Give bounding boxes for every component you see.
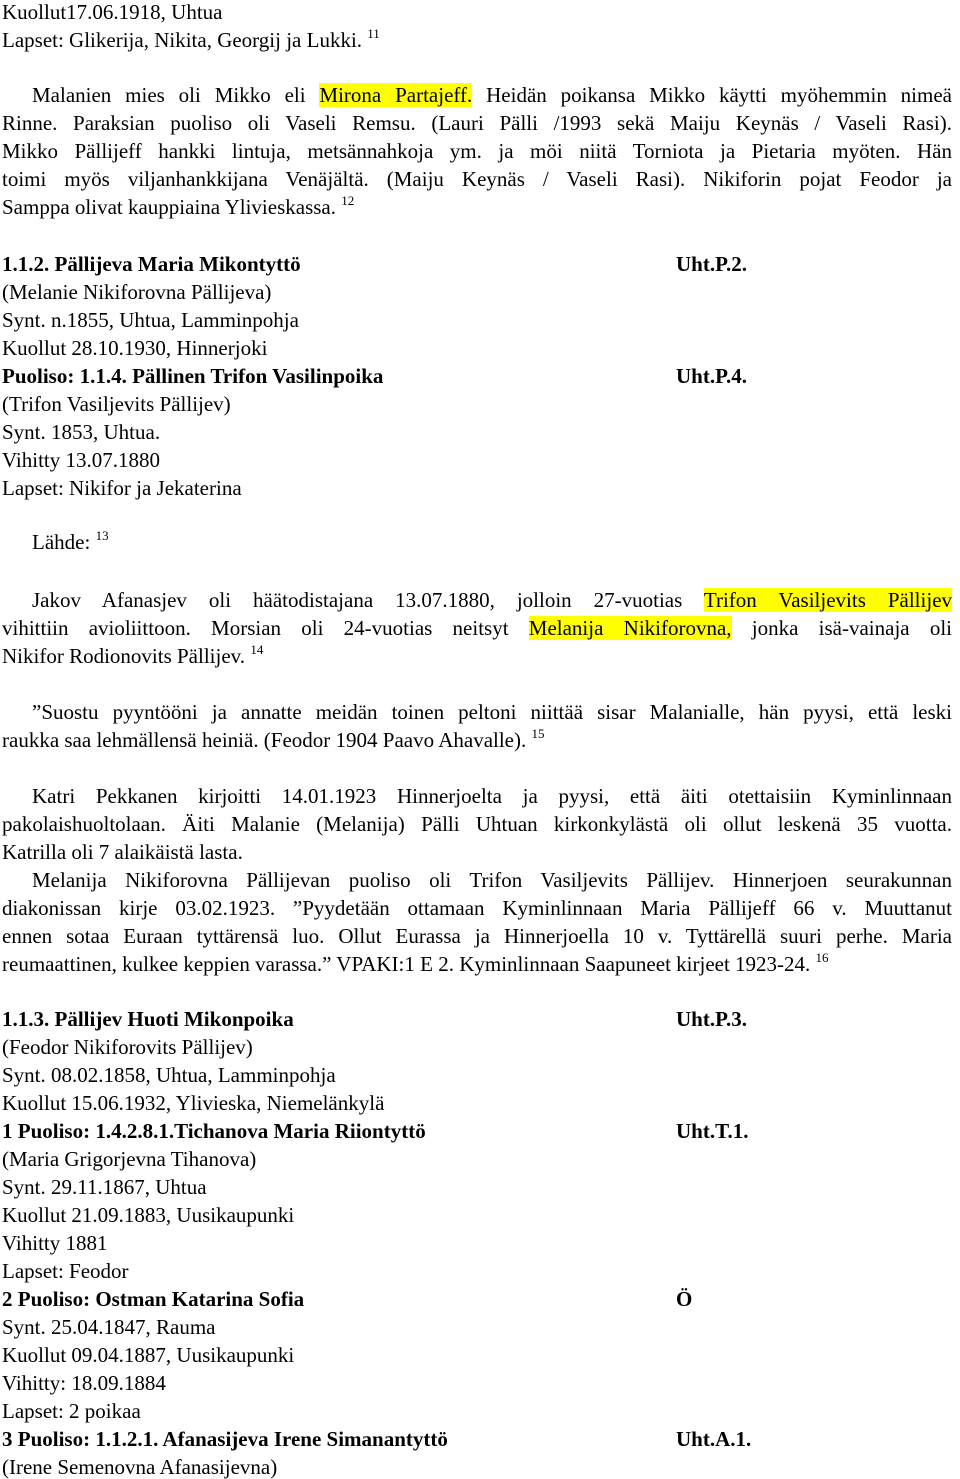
spouse-1: 1 Puoliso: 1.4.2.8.1.Tichanova Maria Riiontyttö [2, 1119, 426, 1143]
spouse-born: Synt. 1853, Uhtua. [2, 420, 161, 444]
paragraph-line: vihittiin avioliittoon. Morsian oli 24-vuotias neitsyt Melanija Nikiforovna, jonka isä-vainaja oli [2, 616, 953, 640]
spouse-1-alias: (Maria Grigorjevna Tihanova) [2, 1147, 257, 1171]
paragraph-line: ennen sotaa Euraan tyttärensä luo. Ollut Eurassa ja Hinnerjoella 10 v. Tyttärellä suuri perhe. Maria [2, 924, 952, 948]
spouse-1-died: Kuollut 21.09.1883, Uusikaupunki [2, 1203, 295, 1227]
entry-ref: Uht.P.3. [676, 1007, 747, 1031]
highlight: Melanija Nikiforovna, [528, 616, 732, 640]
spouse-2-children: Lapset: 2 poikaa [2, 1399, 141, 1423]
paragraph-line: Malanien mies oli Mikko eli Mirona Partajeff. Heidän poikansa Mikko käytti myöhemmin nimeä [32, 83, 952, 107]
spouse-2-died: Kuollut 09.04.1887, Uusikaupunki [2, 1343, 295, 1367]
spouse-1-children: Lapset: Feodor [2, 1259, 129, 1283]
footnote-13: 13 [95, 528, 109, 543]
paragraph-line: Melanija Nikiforovna Pällijevan puoliso oli Trifon Vasiljevits Pällijev. Hinnerjoen seurakunnan [32, 868, 952, 892]
paragraph-line: Katri Pekkanen kirjoitti 14.01.1923 Hinnerjoelta ja pyysi, että äiti otettaisiin Kyminlinnaan [32, 784, 952, 808]
entry-alias: (Feodor Nikiforovits Pällijev) [2, 1035, 253, 1059]
paragraph-line: Katrilla oli 7 alaikäistä lasta. [2, 840, 243, 864]
entry-born: Synt. n.1855, Uhtua, Lamminpohja [2, 308, 299, 332]
children-line: Lapset: Glikerija, Nikita, Georgij ja Lukki. $^{11}$ [2, 26, 380, 52]
entry-spouse: Puoliso: 1.1.4. Pällinen Trifon Vasilinpoika [2, 364, 384, 388]
paragraph-line: Samppa olivat kauppiaina Ylivieskassa. $^{12}$ [2, 193, 355, 219]
entry-children: Lapset: Nikifor ja Jekaterina [2, 476, 242, 500]
footnote-16: 16 [815, 950, 829, 965]
spouse-1-married: Vihitty 1881 [2, 1231, 108, 1255]
paragraph-line: Rinne. Paraksian puoliso oli Vaseli Remsu. (Lauri Pälli /1993 sekä Maiju Keynäs / Vaseli Rasi). [2, 111, 952, 135]
death-line: Kuollut17.06.1918, Uhtua [2, 0, 223, 24]
spouse-2-born: Synt. 25.04.1847, Rauma [2, 1315, 216, 1339]
spouse-alias: (Trifon Vasiljevits Pällijev) [2, 392, 231, 416]
spouse-2-ref: Ö [676, 1287, 693, 1311]
paragraph-line: Mikko Pällijeff hankki lintuja, metsännahkoja ym. ja möi niitä Torniota ja Pietaria myöten. Hän [2, 139, 952, 163]
spouse-1-ref: Uht.T.1. [676, 1119, 749, 1143]
entry-died: Kuollut 15.06.1932, Ylivieska, Niemelänkylä [2, 1091, 385, 1115]
footnote-14: 14 [250, 642, 264, 657]
entry-died: Kuollut 28.10.1930, Hinnerjoki [2, 336, 268, 360]
spouse-2-married: Vihitty: 18.09.1884 [2, 1371, 166, 1395]
paragraph-line: Nikifor Rodionovits Pällijev. $^{14}$ [2, 642, 264, 668]
paragraph-line: Jakov Afanasjev oli häätodistajana 13.07.1880, jolloin 27-vuotias Trifon Vasiljevits Pällijev [32, 588, 953, 612]
entry-title: 1.1.3. Pällijev Huoti Mikonpoika [2, 1007, 294, 1031]
footnote-12: 12 [341, 193, 355, 208]
paragraph-line: pakolaishuoltolaan. Äiti Malanie (Melanija) Pälli Uhtuan kirkonkylästä oli ollut leskenä 35 vuotta. [2, 812, 952, 836]
paragraph-line: ”Suostu pyyntööni ja annatte meidän toinen peltoni niittää sisar Malanialle, hän pyysi, että leski [32, 700, 952, 724]
paragraph-line: diakonissan kirje 03.02.1923. ”Pyydetään ottamaan Kyminlinnaan Maria Pällijeff 66 v. Muuttanut [2, 896, 952, 920]
entry-born: Synt. 08.02.1858, Uhtua, Lamminpohja [2, 1063, 336, 1087]
paragraph-line: toimi myös viljanhankkijana Venäjältä. (Maiju Keynäs / Vaseli Rasi). Nikiforin pojat Feodor ja [2, 167, 952, 191]
spouse-3-alias: (Irene Semenovna Afanasijevna) [2, 1455, 278, 1479]
paragraph-line: raukka saa lehmällensä heiniä. (Feodor 1904 Paavo Ahavalle). $^{15}$ [2, 726, 545, 752]
footnote-15: 15 [531, 726, 545, 741]
entry-spouse-ref: Uht.P.4. [676, 364, 747, 388]
entry-title: 1.1.2. Pällijeva Maria Mikontyttö [2, 252, 301, 276]
spouse-2: 2 Puoliso: Ostman Katarina Sofia [2, 1287, 305, 1311]
highlight: Mirona Partajeff. [319, 83, 473, 107]
spouse-1-born: Synt. 29.11.1867, Uhtua [2, 1175, 207, 1199]
paragraph-line: reumaattinen, kulkee keppien varassa.” VPAKI:1 E 2. Kyminlinnaan Saapuneet kirjeet 1923-24. $^{16}$ [2, 950, 829, 976]
highlight: Trifon Vasiljevits Pällijev [703, 588, 953, 612]
entry-alias: (Melanie Nikiforovna Pällijeva) [2, 280, 272, 304]
source-line: Lähde: $^{13}$ [32, 528, 109, 554]
footnote-11: 11 [367, 26, 380, 41]
entry-ref: Uht.P.2. [676, 252, 747, 276]
spouse-3: 3 Puoliso: 1.1.2.1. Afanasijeva Irene Simanantyttö [2, 1427, 448, 1451]
marriage-date: Vihitty 13.07.1880 [2, 448, 160, 472]
spouse-3-ref: Uht.A.1. [676, 1427, 752, 1451]
